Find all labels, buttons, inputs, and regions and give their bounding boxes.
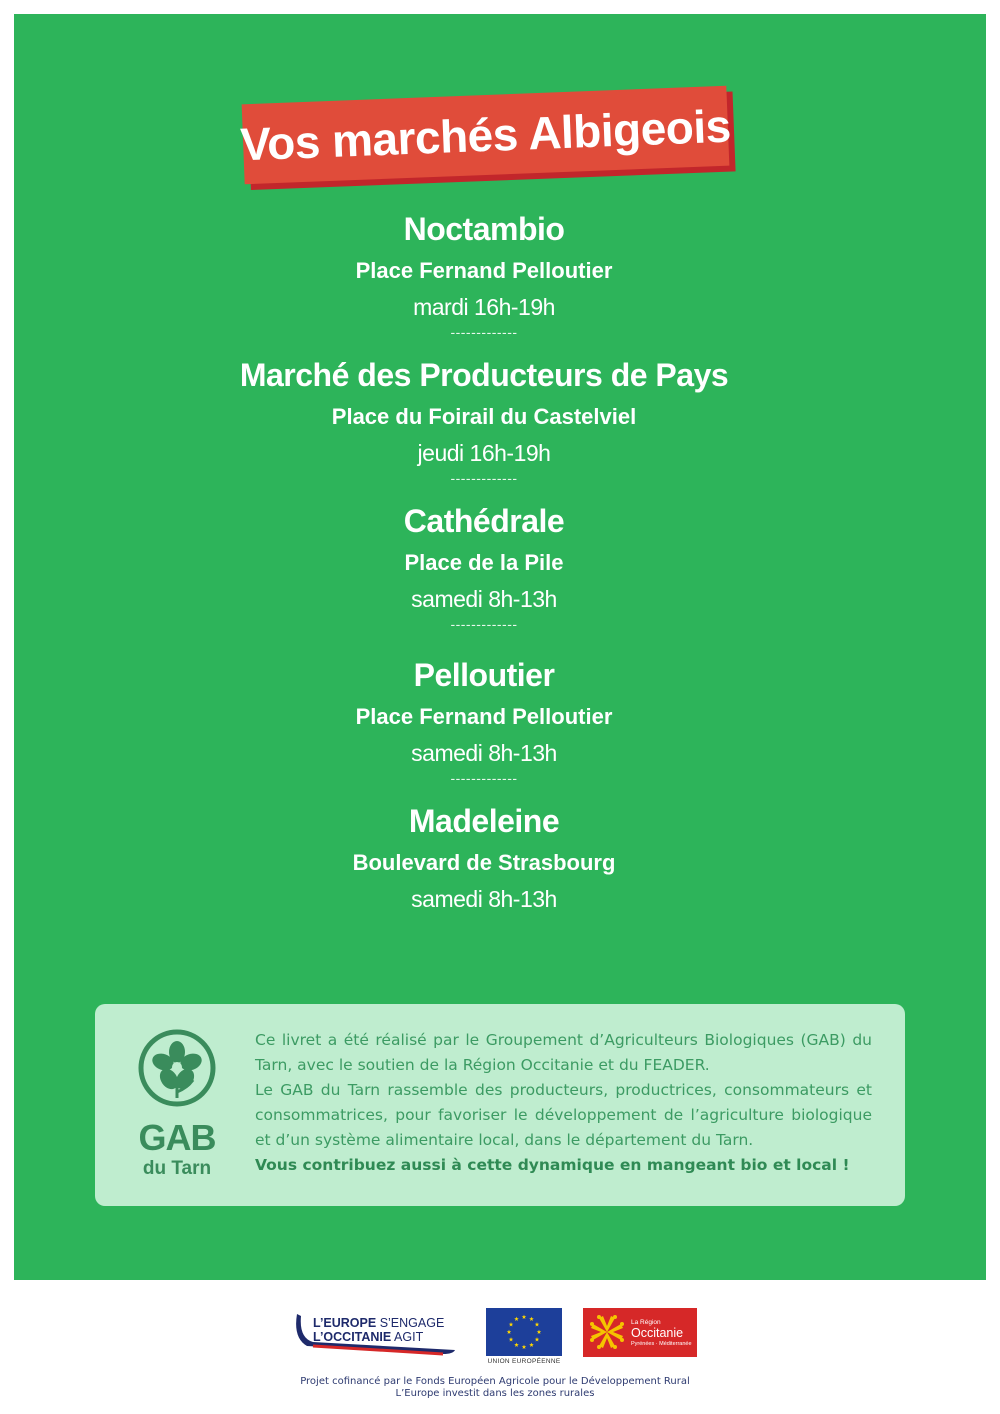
market-time: samedi 8h-13h xyxy=(411,586,557,612)
flower-circle-icon xyxy=(135,1028,219,1112)
market-name: Cathédrale xyxy=(403,503,565,539)
info-text xyxy=(255,1028,872,1178)
market-name: Noctambio xyxy=(403,211,565,247)
green-panel xyxy=(14,14,986,1280)
market-time: jeudi 16h-19h xyxy=(417,440,551,466)
region-label-small: La Région xyxy=(631,1319,661,1326)
market-time: samedi 8h-13h xyxy=(411,886,557,912)
market-item xyxy=(14,797,954,917)
market-time: mardi 16h-19h xyxy=(413,294,555,320)
gab-logo-title: GAB xyxy=(138,1117,216,1158)
market-place: Place Fernand Pelloutier xyxy=(355,704,613,729)
eu-caption: UNION EUROPÉENNE xyxy=(487,1358,561,1365)
europe-line-2: L’OCCITANIE AGIT xyxy=(313,1330,424,1344)
market-separator: ------------- xyxy=(450,324,518,340)
gab-logo-text xyxy=(135,1117,219,1180)
gab-logo xyxy=(135,1028,219,1178)
market-separator: ------------- xyxy=(450,770,518,786)
region-occitanie-logo xyxy=(583,1308,697,1357)
region-label-big: Occitanie xyxy=(631,1326,684,1340)
info-paragraph: Le GAB du Tarn rassemble des producteurs, productrices, consommateurs et consommatrices, pour favoriser le développement de l’agriculture biologique et d’un système alimentaire local, dans le département du Tarn. xyxy=(255,1081,872,1149)
eu-flag-icon xyxy=(486,1308,562,1356)
page-title: Vos marchés Albigeois xyxy=(239,99,732,171)
info-highlight: Vous contribuez aussi à cette dynamique en mangeant bio et local ! xyxy=(255,1156,850,1174)
market-list xyxy=(14,205,954,917)
footer-line: Projet cofinancé par le Fonds Européen Agricole pour le Développement Rural xyxy=(300,1376,690,1387)
footer-text xyxy=(0,1376,990,1400)
market-name: Madeleine xyxy=(408,803,560,839)
market-item xyxy=(14,351,954,497)
market-separator: ------------- xyxy=(450,616,518,632)
market-place: Place de la Pile xyxy=(404,550,564,575)
europe-line-1: L’EUROPE S’ENGAGE xyxy=(313,1316,445,1330)
info-box xyxy=(95,1004,905,1206)
market-place: Place Fernand Pelloutier xyxy=(355,258,613,283)
market-name: Pelloutier xyxy=(413,657,555,693)
market-place: Place du Foirail du Castelviel xyxy=(331,404,637,429)
occitan-cross-icon xyxy=(585,1308,629,1357)
footer-logos xyxy=(0,1300,1000,1370)
market-item xyxy=(14,205,954,351)
market-time: samedi 8h-13h xyxy=(411,740,557,766)
market-item xyxy=(14,651,954,797)
europe-occitanie-logo xyxy=(293,1308,473,1358)
footer-line: L’Europe investit dans les zones rurales xyxy=(395,1388,595,1399)
gab-logo-subtitle: du Tarn xyxy=(142,1158,212,1179)
market-name: Marché des Producteurs de Pays xyxy=(239,357,729,393)
market-separator: ------------- xyxy=(450,470,518,486)
market-place: Boulevard de Strasbourg xyxy=(352,850,616,875)
info-paragraph: Ce livret a été réalisé par le Groupement d’Agriculteurs Biologiques (GAB) du Tarn, avec le soutien de la Région Occitanie et du FEADER. xyxy=(255,1031,872,1074)
region-label-sub: Pyrénées · Méditerranée xyxy=(631,1341,692,1347)
market-item xyxy=(14,497,954,651)
title-banner xyxy=(239,86,732,185)
